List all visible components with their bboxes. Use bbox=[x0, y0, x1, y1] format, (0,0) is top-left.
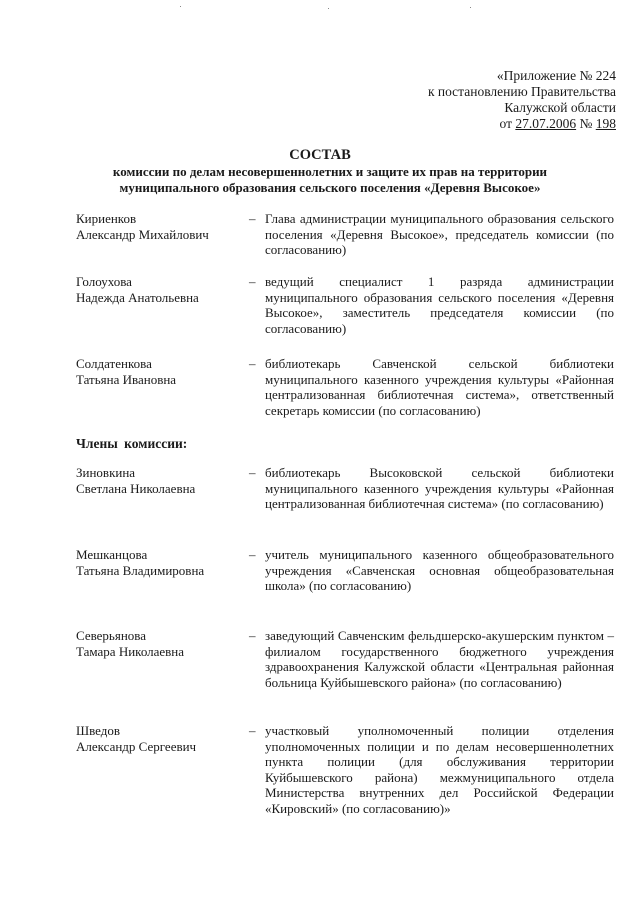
appendix-header bbox=[428, 68, 616, 132]
member-role: учитель муниципального казенного общеобразовательного учреждения «Савченская основная общеобразовательная школа» (по согласованию) bbox=[265, 547, 614, 593]
member-name: Шведов Александр Сергеевич bbox=[76, 723, 197, 754]
scan-speck bbox=[180, 6, 181, 7]
member-name: Зиновкина Светлана Николаевна bbox=[76, 465, 196, 496]
member-entry bbox=[76, 628, 616, 708]
region-name: Калужской области bbox=[504, 100, 616, 115]
member-role: ведущий специалист 1 разряда администрации муниципального образования сельского поселения «Деревня Высокое», заместитель председателя комиссии (по согласованию) bbox=[265, 274, 614, 336]
document-title: СОСТАВ bbox=[289, 147, 351, 163]
dash: – bbox=[249, 465, 256, 480]
member-entry bbox=[76, 723, 616, 838]
member-name: Мешканцова Татьяна Владимировна bbox=[76, 547, 205, 578]
member-role: библиотекарь Высоковской сельской библиотеки муниципального казенного учреждения культуры «Районная централизованная библиотечная система» (по согласованию) bbox=[265, 465, 614, 511]
member-entry bbox=[76, 465, 616, 531]
dash: – bbox=[249, 628, 256, 643]
resolution-number: 198 bbox=[595, 116, 616, 131]
member-entry bbox=[76, 547, 616, 613]
member-entry bbox=[76, 211, 616, 261]
resolution-date: 27.07.2006 bbox=[515, 116, 577, 131]
member-role: заведующий Савченским фельдшерско-акушерским пунктом – филиалом государственного бюджетного учреждения здравоохранения Калужской области «Центральная районная больница Куйбышевского района» (по согласованию) bbox=[265, 628, 614, 690]
members-heading: Члены комиссии: bbox=[76, 436, 188, 451]
member-name: Солдатенкова Татьяна Ивановна bbox=[76, 356, 177, 387]
resolution-reference: к постановлению Правительства bbox=[427, 84, 616, 99]
dash: – bbox=[249, 274, 256, 289]
member-role: Глава администрации муниципального образования сельского поселения «Деревня Высокое», председатель комиссии (по согласованию) bbox=[265, 211, 614, 257]
document-subtitle: комиссии по делам несовершеннолетних и защите их прав на территории муниципального образования сельского поселения «Деревня Высокое» bbox=[112, 164, 548, 195]
member-name: Северьянова Тамара Николаевна bbox=[76, 628, 185, 659]
member-entry bbox=[76, 356, 616, 422]
member-role: участковый уполномоченный полиции отделения уполномоченных полиции и по делам несовершеннолетних пункта полиции (для обслуживания территории Куйбышевского района) межмуниципального отдела Министерства внутренних дел Российской Федерации «Кировский» (по согласованию)» bbox=[265, 723, 614, 816]
dash: – bbox=[249, 211, 256, 226]
dash: – bbox=[249, 356, 256, 371]
dash: – bbox=[249, 723, 256, 738]
member-name: Голоухова Надежда Анатольевна bbox=[76, 274, 199, 305]
member-name: Кириенков Александр Михайлович bbox=[76, 211, 209, 242]
appendix-number: «Приложение № 224 bbox=[496, 68, 616, 83]
resolution-date-line: от 27.07.2006 № 198 bbox=[499, 116, 616, 131]
scan-speck bbox=[470, 7, 471, 8]
dash: – bbox=[249, 547, 256, 562]
member-entry bbox=[76, 274, 616, 340]
member-role: библиотекарь Савченской сельской библиотеки муниципального казенного учреждения культуры «Районная централизованная библиотечная система», ответственный секретарь комиссии (по согласованию) bbox=[265, 356, 614, 418]
scan-speck bbox=[328, 8, 329, 9]
